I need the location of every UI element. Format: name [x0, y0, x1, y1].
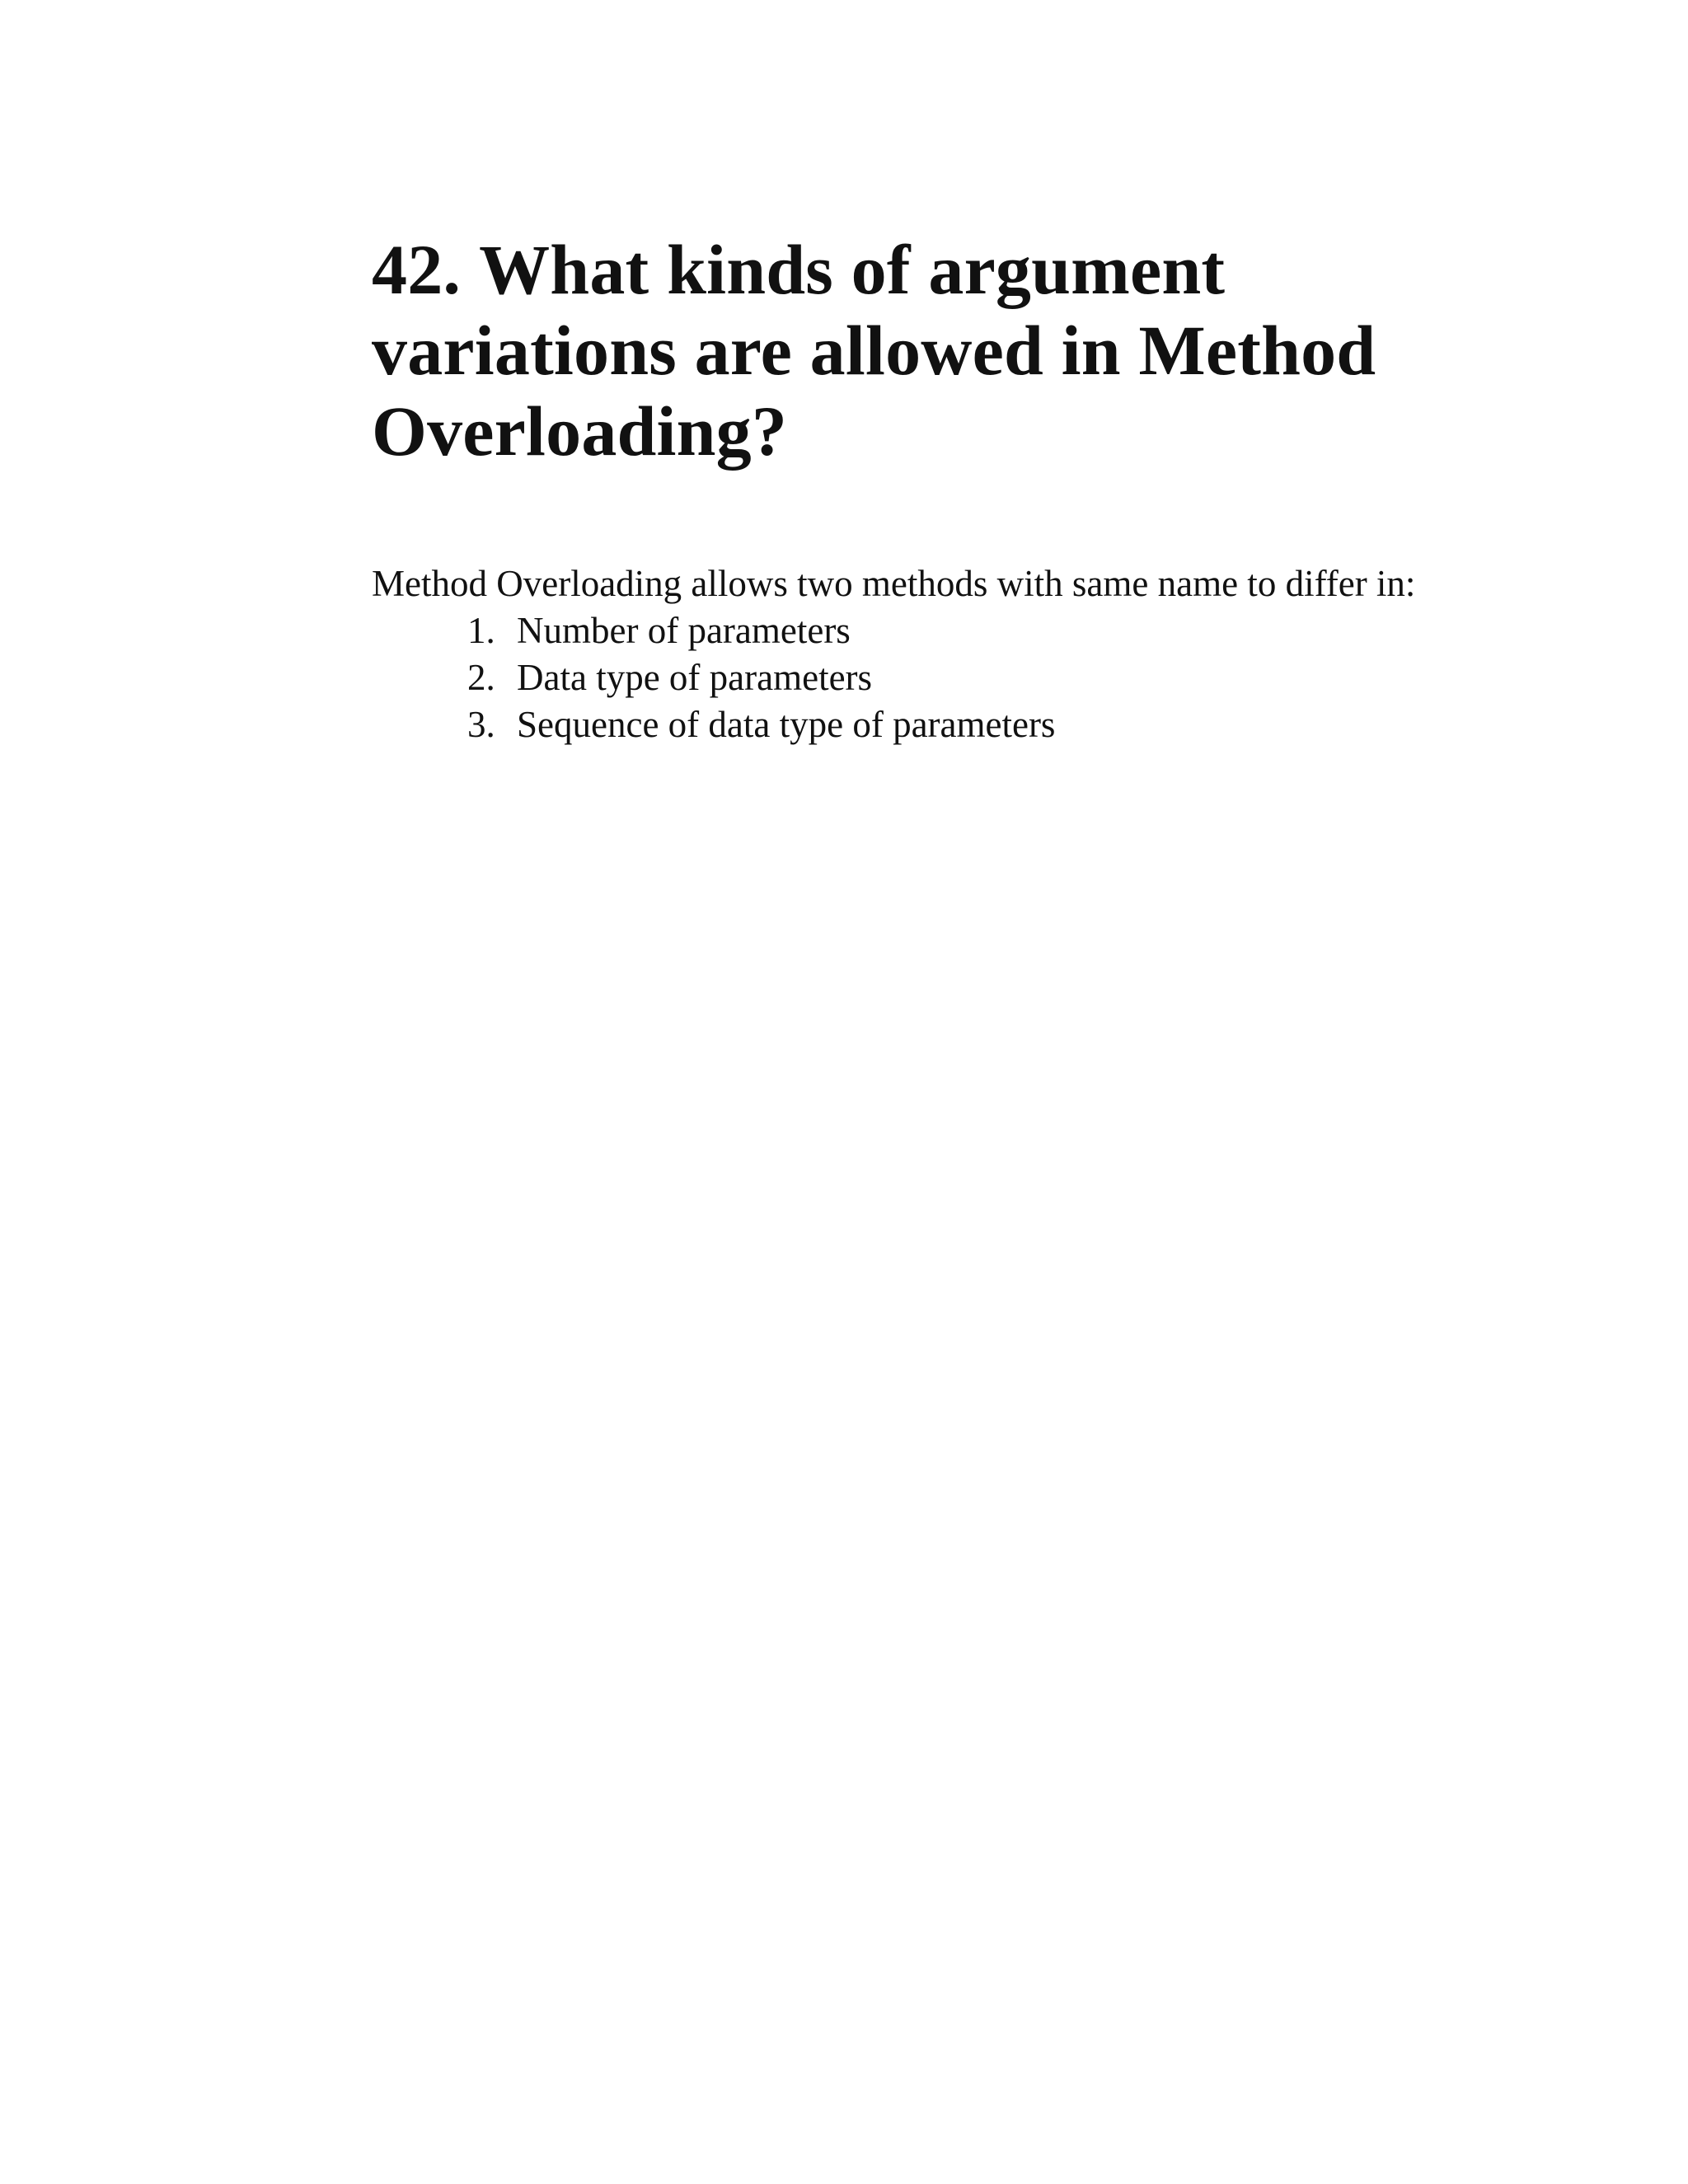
list-item [372, 701, 1484, 748]
list-item-text: Data type of parameters [517, 657, 873, 698]
list-item-number-cell [372, 607, 517, 654]
list-item-number: 2. [467, 657, 495, 698]
list-item-text: Number of parameters [517, 610, 851, 651]
answer-intro: Method Overloading allows two methods with same name to differ in: [372, 563, 1416, 604]
list-item-number-cell [372, 654, 517, 701]
list-item-text: Sequence of data type of parameters [517, 704, 1056, 745]
list-item-number-cell [372, 701, 517, 748]
answer-list [372, 607, 1484, 748]
list-item [372, 607, 1484, 654]
list-item-number: 3. [467, 704, 495, 745]
list-item [372, 654, 1484, 701]
question-heading [372, 229, 1484, 471]
question-number: 42. [372, 230, 462, 309]
page-content [372, 229, 1484, 748]
list-item-number: 1. [467, 610, 495, 651]
question-title: What kinds of argument variations are allowed in Method Overloading? [372, 230, 1376, 471]
